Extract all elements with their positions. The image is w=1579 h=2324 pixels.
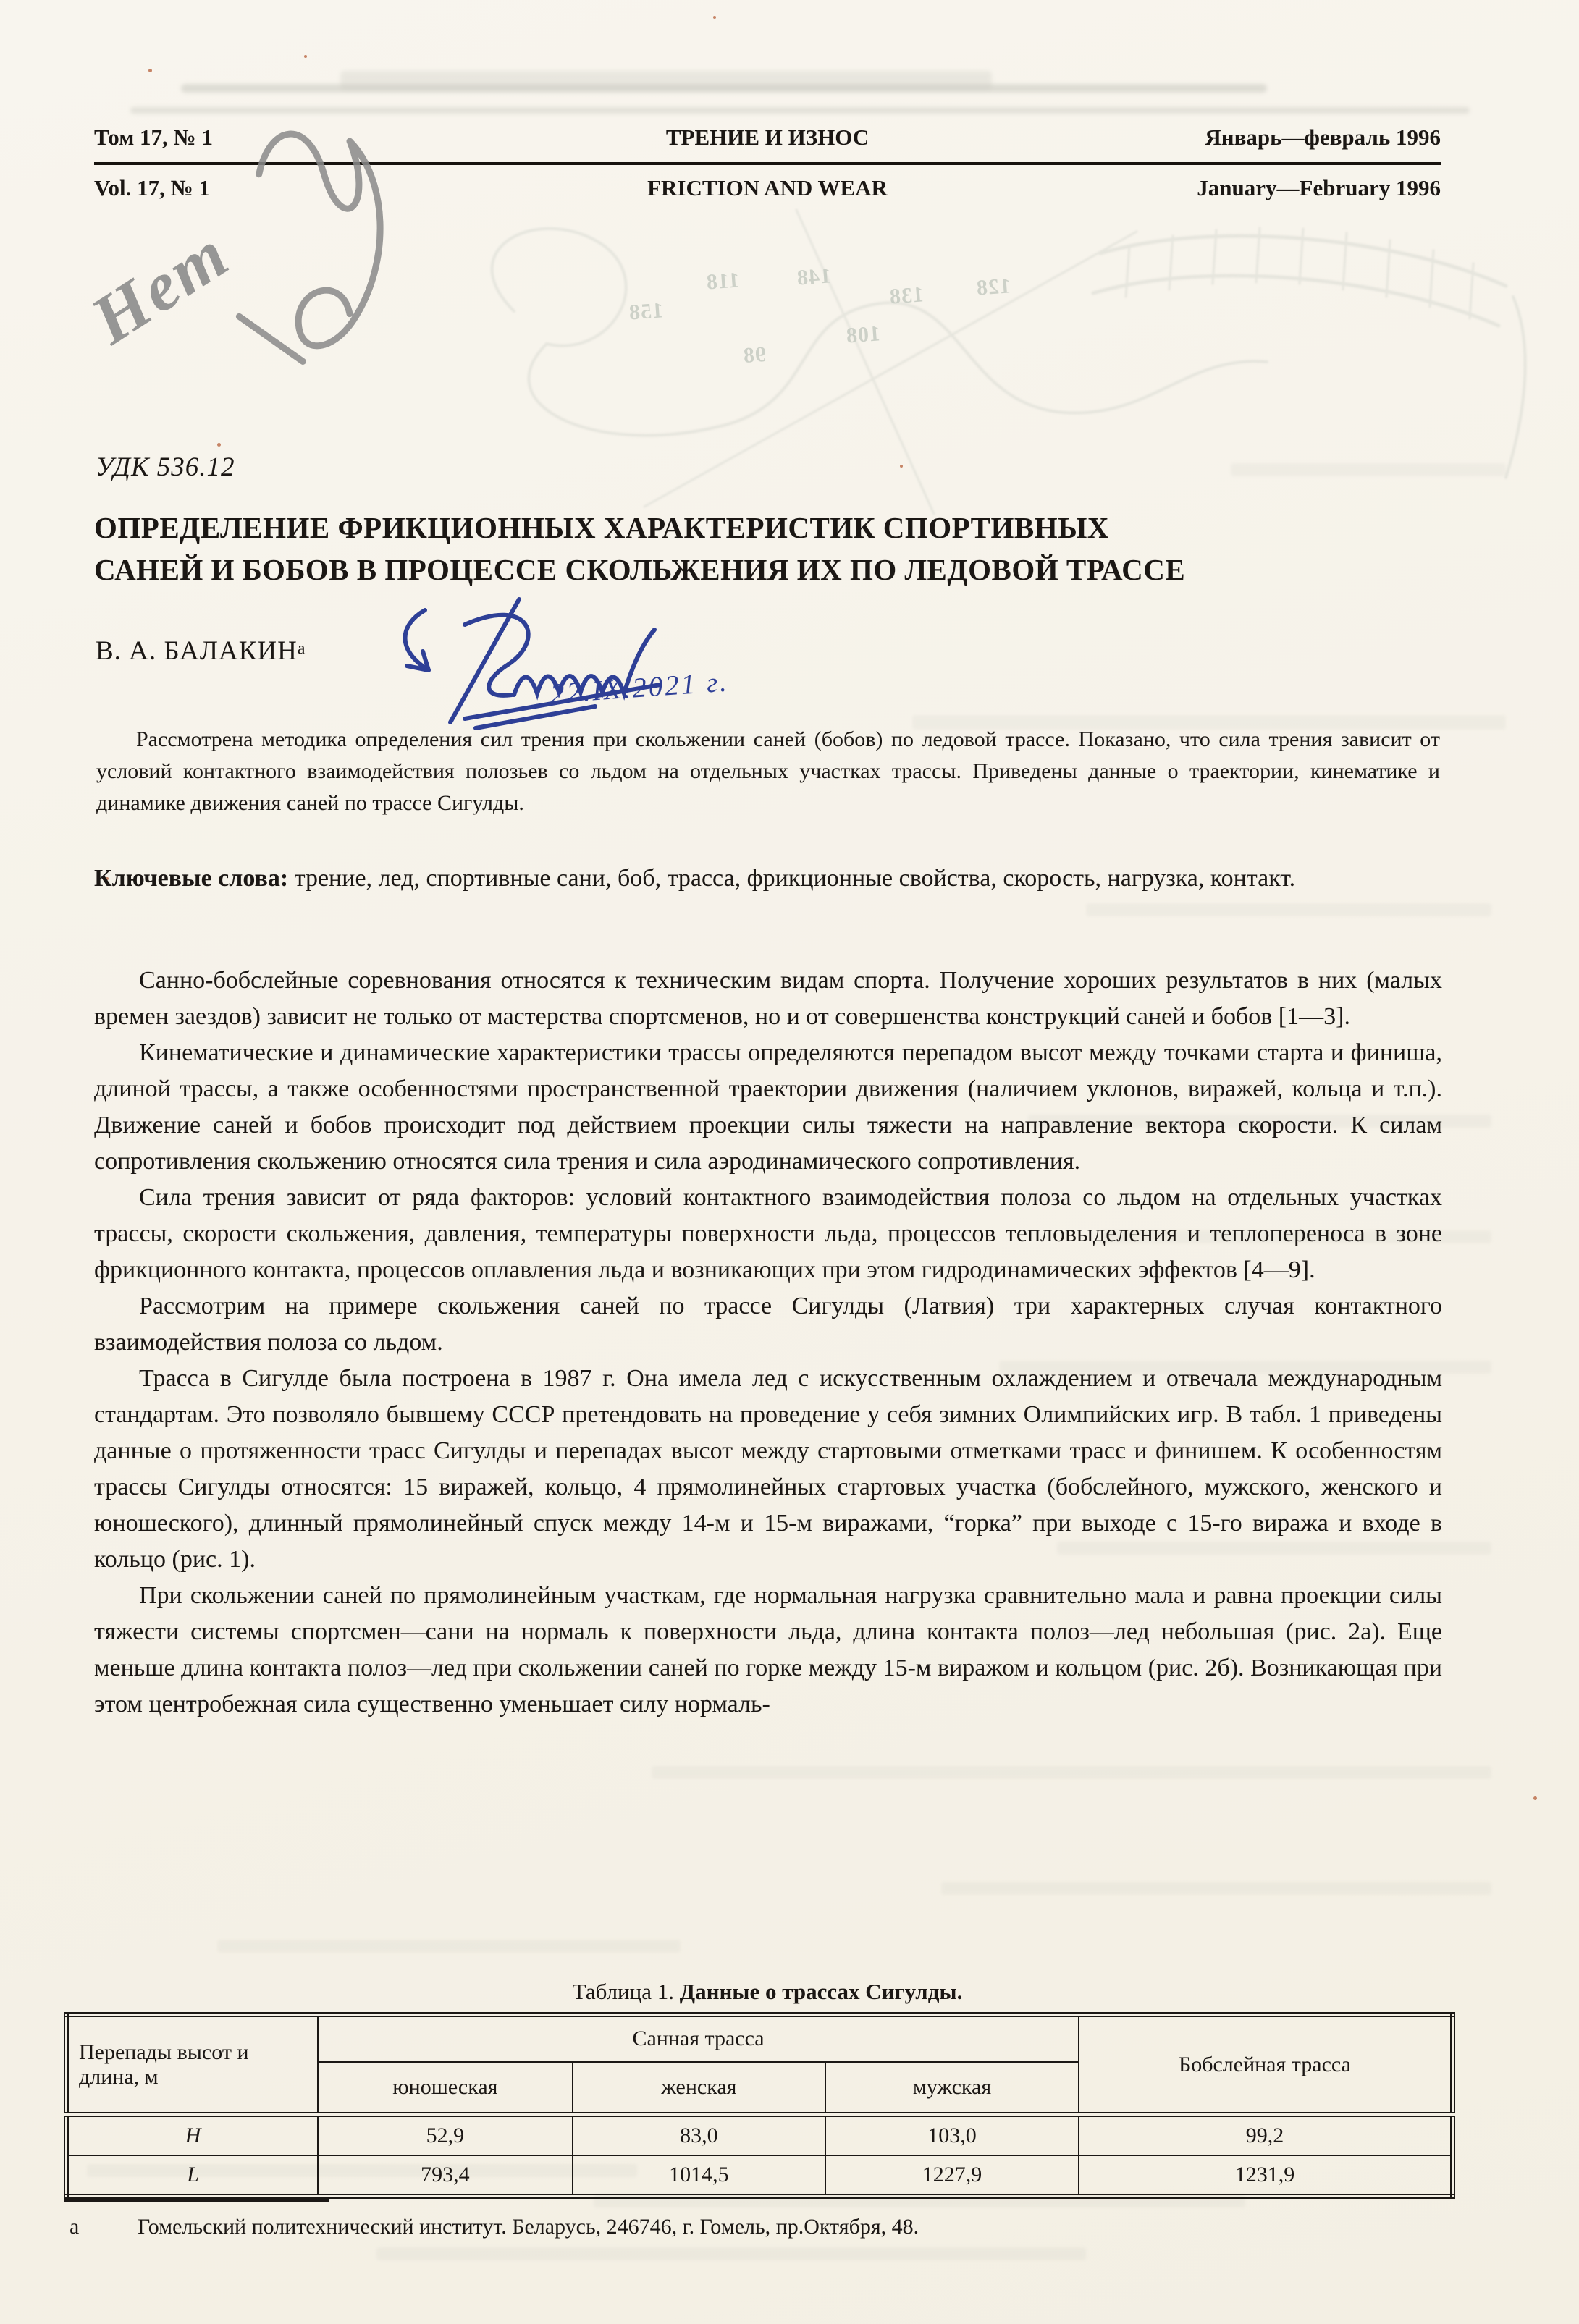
cell: 1014,5 [573, 2155, 826, 2197]
row-label: L [67, 2155, 319, 2197]
table-corner-header: Перепады высот и длина, м [67, 2015, 319, 2115]
journal-title-en: FRICTION AND WEAR [647, 175, 888, 200]
volume-ru: Том 17, № 1 [94, 124, 213, 150]
article-title-line2: САНЕЙ И БОБОВ В ПРОЦЕССЕ СКОЛЬЖЕНИЯ ИХ ПО ЛЕДОВОЙ ТРАССЕ [94, 553, 1186, 586]
cell: 83,0 [573, 2115, 826, 2156]
keywords-block [94, 860, 1442, 897]
article-body [94, 963, 1442, 1723]
bleed-number: 108 [844, 321, 882, 348]
table-sigulda-data [64, 2012, 1455, 2199]
table-subheader: мужская [825, 2062, 1079, 2115]
table-subheader: женская [573, 2062, 826, 2115]
cell: 1227,9 [825, 2155, 1079, 2197]
footnote-rule [64, 2197, 329, 2202]
keywords-label: Ключевые слова: [94, 865, 289, 892]
author-name: В. А. БАЛАКИН [96, 636, 298, 666]
author-affiliation-mark: а [297, 639, 306, 659]
signature-date: 22.IX.2021 г. [549, 666, 730, 710]
article-title-line1: ОПРЕДЕЛЕНИЕ ФРИКЦИОННЫХ ХАРАКТЕРИСТИК СПОРТИВНЫХ [94, 511, 1110, 544]
footnote [70, 2215, 1373, 2239]
table-group-header: Санная трасса [318, 2015, 1079, 2062]
table-row [67, 2155, 1453, 2197]
paragraph: Санно-бобслейные соревнования относятся к техническим видам спорта. Получение хороших результатов в них (малых времен заездов) зависит не только от мастерства спортсменов, но и от совершенства конструкций саней и бобов [1—3]. [94, 967, 1442, 1030]
bleed-number: 158 [627, 298, 665, 325]
paragraph: Кинематические и динамические характеристики трассы определяются перепадом высот между точками старта и финиша, длиной трассы, а также особенностями пространственной траектории движения (наличием уклонов, виражей, кольца и т.п.). Движение саней и бобов происходит под действием проекции силы тяжести на направление вектора скорости. К силам сопротивления скольжению относятся сила трения и сила аэродинамического сопротивления. [94, 1039, 1442, 1175]
abstract: Рассмотрена методика определения сил трения при скольжении саней (бобов) по ледовой трассе. Показано, что сила трения зависит от условий контактного взаимодействия полозьев со льдом на отдельных участках трассы. Приведены данные о траектории, кинематике и динамике движения саней по трассе Сигулды. [96, 727, 1440, 815]
table-last-header: Бобслейная трасса [1079, 2015, 1453, 2115]
table-subheader: юношеская [318, 2062, 572, 2115]
keywords-text: трение, лед, спортивные сани, боб, трасса, фрикционные свойства, скорость, нагрузка, контакт. [294, 865, 1296, 892]
footnote-mark: а [70, 2215, 80, 2239]
bleed-number: 138 [888, 282, 925, 309]
bleed-number: 98 [741, 342, 767, 368]
row-label: H [67, 2115, 319, 2156]
udc-number: УДК 536.12 [96, 452, 235, 482]
paragraph: При скольжении саней по прямолинейным участкам, где нормальная нагрузка сравнительно мала и равна проекции силы тяжести системы спортсмен—сани на нормаль к поверхности льда, длина контакта полоз—лед небольшая (рис. 2а). Еще меньше длина контакта полоз—лед при скольжении саней по горке между 15-м виражом и кольцом (рис. 2б). Возникающая при этом центробежная сила существенно уменьшает силу нормаль- [94, 1582, 1442, 1717]
article-title [94, 507, 1470, 591]
cell: 99,2 [1079, 2115, 1453, 2156]
cell: 52,9 [318, 2115, 572, 2156]
footnote-text: Гомельский политехнический институт. Беларусь, 246746, г. Гомель, пр.Октября, 48. [138, 2215, 919, 2239]
table-caption-label: Таблица 1. [572, 1979, 674, 2004]
cell: 793,4 [318, 2155, 572, 2197]
cell: 1231,9 [1079, 2155, 1453, 2197]
pencil-annotation [77, 213, 243, 360]
scan-smudge [340, 71, 992, 90]
author-line [96, 635, 306, 667]
table-caption [94, 1979, 1441, 2005]
cell: 103,0 [825, 2115, 1079, 2156]
bleed-number: 128 [974, 274, 1012, 300]
journal-title-ru: ТРЕНИЕ И ИЗНОС [665, 124, 869, 150]
paragraph: Сила трения зависит от ряда факторов: условий контактного взаимодействия полоза со льдом на отдельных участках трассы, скорости скольжения, давления, температуры поверхности льда, процессов тепловыделения и теплопереноса в зоне фрикционного контакта, процессов оплавления льда и возникающих при этом гидродинамических эффектов [4—9]. [94, 1184, 1442, 1283]
bleed-number: 118 [704, 268, 741, 295]
issue-en: January—February 1996 [1197, 175, 1441, 200]
table-caption-text: Данные о трассах Сигулды. [679, 1979, 963, 2004]
paragraph: Трасса в Сигулде была построена в 1987 г. Она имела лед с искусственным охлаждением и отвечала международным стандартам. Это позволяло бывшему СССР претендовать на проведение у себя зимних Олимпийских игр. В табл. 1 приведены данные о протяженности трасс Сигулды и перепадах высот между стартовыми отметками трасс и финишем. К особенностям трассы Сигулды относятся: 15 виражей, кольцо, 4 прямолинейных стартовых участка (бобслейного, мужского, женского и юношеского), длинный прямолинейный спуск между 14-м и 15-м виражами, “горка” при выходе с 15-го виража и входе в кольцо (рис. 1). [94, 1365, 1442, 1573]
pencil-note-text: Нет [77, 214, 243, 359]
signature-ink [356, 585, 820, 737]
volume-en: Vol. 17, № 1 [94, 175, 211, 200]
table-row [67, 2115, 1453, 2156]
bleed-number: 148 [795, 263, 833, 290]
paragraph: Рассмотрим на примере скольжения саней по трассе Сигулды (Латвия) три характерных случая контактного взаимодействия полоза со льдом. [94, 1293, 1442, 1356]
issue-ru: Январь—февраль 1996 [1205, 124, 1441, 150]
